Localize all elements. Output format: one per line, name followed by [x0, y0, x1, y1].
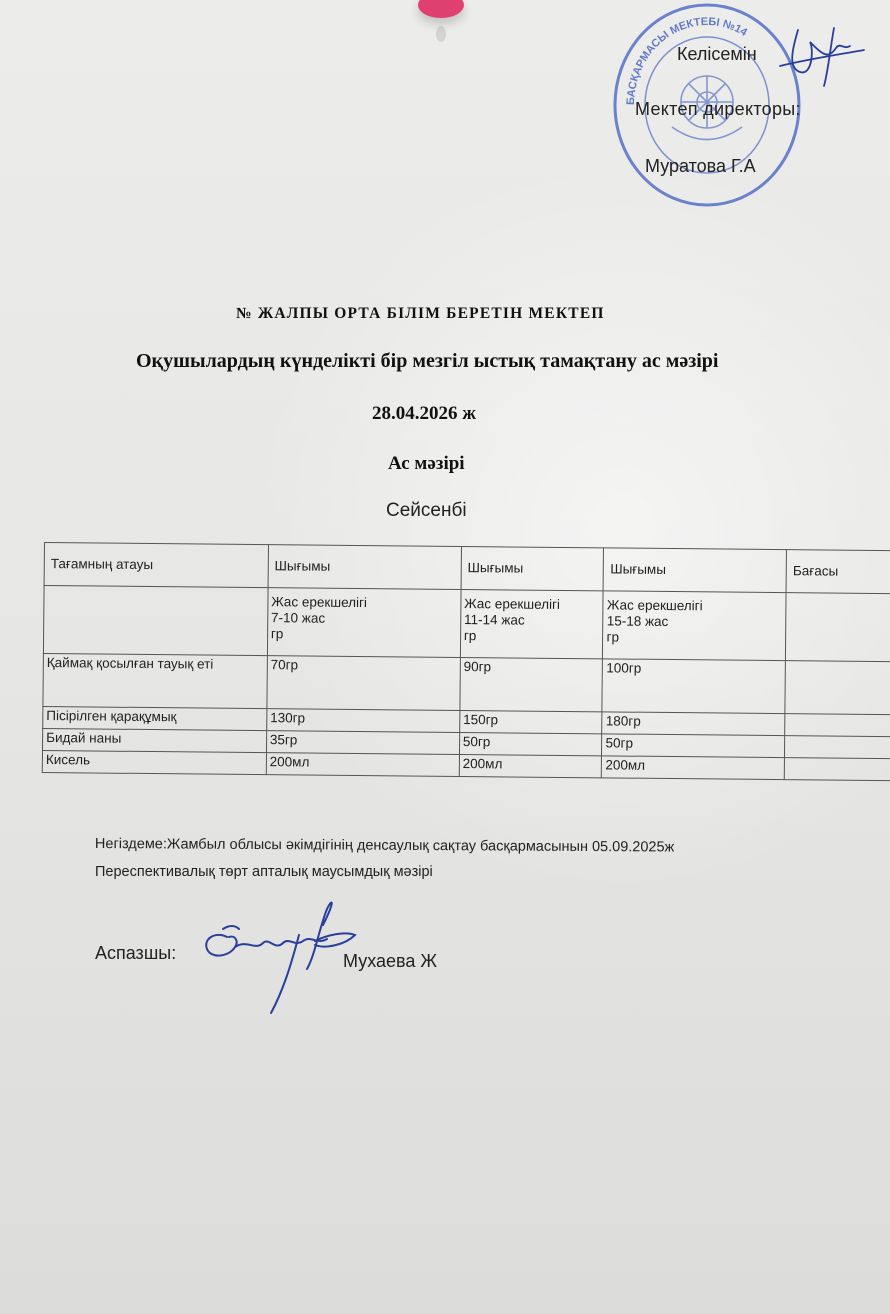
portion-cell: 200мл — [459, 754, 602, 777]
column-header: Тағамның атауы — [44, 543, 268, 588]
age-label: Жас ерекшелігі — [606, 597, 703, 614]
seal-text: БАСҚАРМАСЫ МЕКТЕБІ №14 — [624, 15, 750, 106]
price-cell — [784, 758, 890, 781]
age-group-cell — [603, 591, 786, 661]
age-range: 11-14 жас — [463, 612, 525, 628]
age-unit: гр — [463, 628, 477, 644]
basis-text: Негіздеме:Жамбыл облысы әкімдігінің денсаулық сақтау басқармасынын 05.09.2025ж — [94, 836, 675, 856]
column-header: Шығымы — [604, 548, 787, 593]
dish-name: Бидай наны — [42, 728, 266, 752]
portion-cell: 50гр — [459, 732, 602, 755]
portion-cell: 150гр — [459, 710, 602, 733]
dish-name: Кисель — [42, 750, 266, 774]
portion-cell: 200мл — [602, 756, 785, 780]
portion-cell: 100гр — [602, 659, 785, 714]
perspective-text: Переспективалық төрт апталық маусымдық мәзірі — [95, 864, 433, 880]
cook-name: Мухаева Ж — [343, 951, 438, 971]
column-header: Шығымы — [268, 545, 461, 590]
menu-table — [42, 542, 890, 781]
column-header: Бағасы — [786, 550, 890, 594]
cook-signature-icon — [195, 895, 365, 1020]
portion-cell: 200мл — [266, 753, 459, 777]
age-label: Жас ерекшелігі — [271, 594, 368, 611]
dish-name: Қаймақ қосылған тауық еті — [43, 653, 267, 708]
portion-cell: 50гр — [602, 734, 785, 758]
portion-cell: 180гр — [602, 712, 785, 736]
cook-label: Аспазшы: — [95, 943, 177, 963]
age-unit: гр — [606, 629, 620, 645]
price-cell — [785, 736, 890, 759]
portion-cell: 130гр — [266, 709, 459, 733]
age-group-cell — [267, 588, 461, 658]
approval-title: Келісемін — [677, 44, 757, 64]
school-name: № ЖАЛПЫ ОРТА БІЛІМ БЕРЕТІН МЕКТЕП — [236, 305, 605, 322]
age-range: 15-18 жас — [606, 613, 669, 629]
menu-table-wrapper — [42, 542, 890, 781]
price-cell — [785, 661, 890, 715]
dish-name: Пісірілген қарақұмық — [43, 706, 267, 730]
menu-subtitle: Ас мәзірі — [388, 453, 465, 474]
table-cell — [43, 586, 267, 656]
age-range: 7-10 жас — [271, 610, 326, 626]
age-label: Жас ерекшелігі — [464, 596, 561, 612]
approval-name: Муратова Г.А — [645, 156, 756, 176]
column-header: Шығымы — [461, 547, 604, 591]
portion-cell: 90гр — [460, 658, 603, 712]
price-cell — [785, 714, 890, 737]
approval-block — [0, 0, 890, 200]
age-group-cell — [460, 590, 603, 659]
age-group-row — [43, 586, 890, 662]
menu-title: Оқушылардың күнделікті бір мезгіл ыстық тамақтану ас мәзірі — [136, 350, 719, 372]
age-unit: гр — [270, 626, 284, 642]
weekday: Сейсенбі — [386, 500, 467, 521]
portion-cell: 70гр — [267, 656, 460, 711]
menu-date: 28.04.2026 ж — [372, 403, 477, 424]
table-row — [43, 653, 890, 714]
approval-role: Мектеп директоры: — [635, 99, 801, 119]
table-cell — [786, 593, 890, 662]
portion-cell: 35гр — [266, 731, 459, 755]
